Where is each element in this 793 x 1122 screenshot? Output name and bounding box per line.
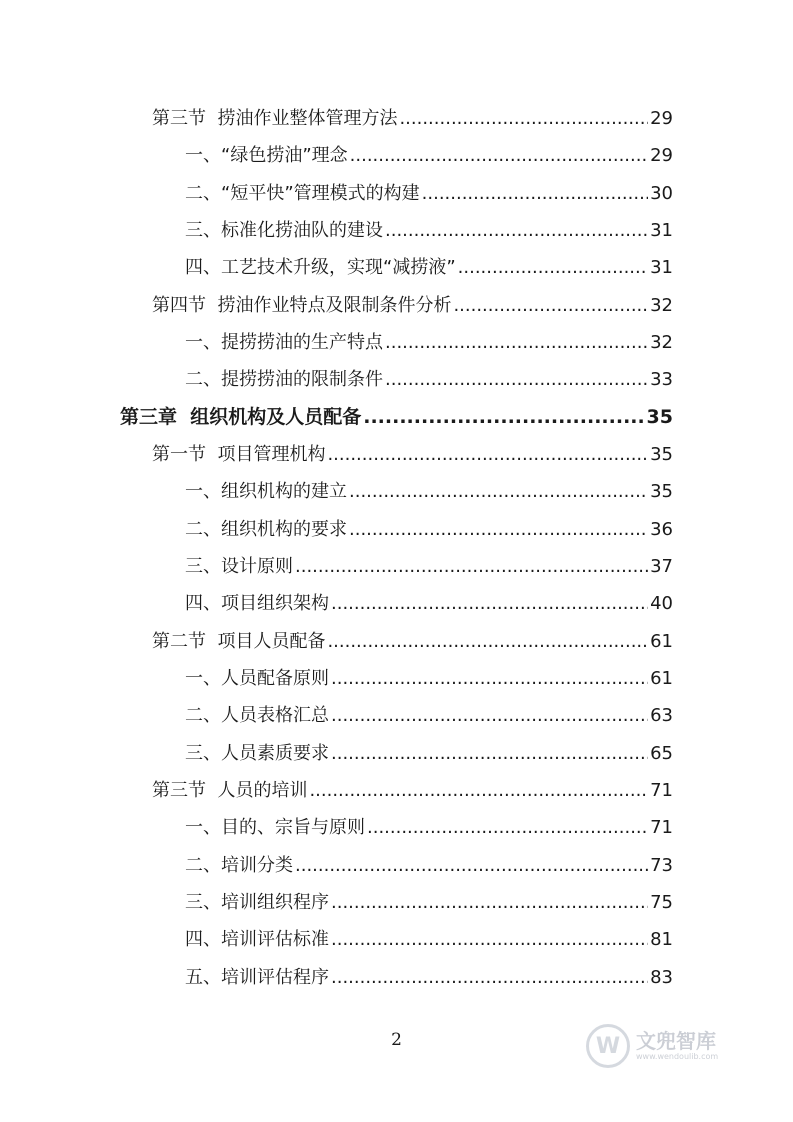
toc-entry-page: 35 (650, 481, 673, 502)
toc-leader-dots (422, 175, 648, 212)
toc-entry[interactable] (152, 436, 673, 473)
toc-leader-dots (385, 212, 648, 249)
toc-entry-title: 第三节 人员的培训 (152, 780, 308, 801)
toc-entry[interactable] (152, 287, 673, 324)
toc-entry-page: 40 (650, 593, 673, 614)
toc-entry-page: 33 (650, 369, 673, 390)
toc-leader-dots (327, 436, 648, 473)
toc-entry-page: 75 (650, 892, 673, 913)
toc-entry[interactable] (185, 175, 673, 212)
page-number: 2 (391, 1030, 402, 1050)
toc-entry-title: 四、培训评估标准 (185, 929, 329, 950)
toc-entry-title: 三、培训组织程序 (185, 892, 329, 913)
toc-leader-dots (309, 772, 648, 809)
toc-leader-dots (331, 697, 648, 734)
toc-entry[interactable] (185, 361, 673, 398)
toc-entry[interactable] (152, 623, 673, 660)
toc-entry-page: 83 (650, 967, 673, 988)
toc-entry-page: 30 (650, 183, 673, 204)
toc-entry[interactable] (185, 660, 673, 697)
toc-entry[interactable] (185, 847, 673, 884)
toc-entry-title: 三、人员素质要求 (185, 743, 329, 764)
toc-entry[interactable] (185, 137, 673, 174)
toc-entry-title: 第三节 捞油作业整体管理方法 (152, 108, 398, 129)
toc-entry-title: 第二节 项目人员配备 (152, 631, 326, 652)
toc-entry[interactable] (185, 249, 673, 286)
toc-entry[interactable] (185, 809, 673, 846)
toc-entry-page: 37 (650, 556, 673, 577)
toc-entry-page: 81 (650, 929, 673, 950)
toc-entry-page: 32 (650, 332, 673, 353)
toc-entry-title: 二、培训分类 (185, 855, 293, 876)
toc-entry-title: 五、培训评估程序 (185, 967, 329, 988)
toc-entry[interactable] (185, 511, 673, 548)
toc-entry-page: 63 (650, 705, 673, 726)
toc-entry-title: 一、提捞捞油的生产特点 (185, 332, 383, 353)
toc-entry[interactable] (185, 959, 673, 996)
toc-entry-title: 一、人员配备原则 (185, 668, 329, 689)
toc-entry-page: 36 (650, 519, 673, 540)
watermark-logo-icon: W (586, 1024, 630, 1068)
toc-entry-title: 三、设计原则 (185, 556, 293, 577)
toc-entry[interactable] (152, 100, 673, 137)
toc-entry[interactable] (185, 735, 673, 772)
toc-entry-page: 61 (650, 668, 673, 689)
toc-leader-dots (363, 399, 644, 436)
toc-leader-dots (350, 137, 648, 174)
toc-entry-page: 35 (646, 406, 673, 428)
toc-entry[interactable] (185, 473, 673, 510)
toc-entry-title: 第四节 捞油作业特点及限制条件分析 (152, 295, 452, 316)
toc-leader-dots (295, 847, 648, 884)
toc-leader-dots (331, 735, 648, 772)
toc-entry-page: 73 (650, 855, 673, 876)
toc-leader-dots (385, 361, 648, 398)
toc-entry[interactable] (185, 548, 673, 585)
toc-entry-title: 二、“短平快”管理模式的构建 (185, 183, 420, 204)
toc-leader-dots (385, 324, 648, 361)
toc-entry-page: 31 (650, 220, 673, 241)
toc-leader-dots (331, 884, 648, 921)
toc-entry-page: 29 (650, 108, 673, 129)
toc-entry-title: 一、目的、宗旨与原则 (185, 817, 365, 838)
watermark (586, 1020, 756, 1072)
toc-entry-page: 35 (650, 444, 673, 465)
toc-leader-dots (367, 809, 648, 846)
toc-entry[interactable] (185, 884, 673, 921)
toc-entry-page: 71 (650, 817, 673, 838)
watermark-name: 文兜智库 (636, 1029, 716, 1053)
toc-leader-dots (399, 100, 648, 137)
toc-leader-dots (331, 921, 648, 958)
toc-entry-page: 32 (650, 295, 673, 316)
toc-entry-title: 一、组织机构的建立 (185, 481, 347, 502)
toc-leader-dots (349, 511, 648, 548)
toc-leader-dots (331, 585, 648, 622)
toc-entry-title: 四、项目组织架构 (185, 593, 329, 614)
toc-entry-title: 二、人员表格汇总 (185, 705, 329, 726)
toc-entry-page: 31 (650, 257, 673, 278)
toc-leader-dots (331, 959, 648, 996)
toc-entry-title: 四、工艺技术升级，实现“减捞液” (185, 257, 456, 278)
toc-entry-page: 29 (650, 145, 673, 166)
toc-entry-title: 一、“绿色捞油”理念 (185, 145, 348, 166)
toc-entry-page: 65 (650, 743, 673, 764)
toc-leader-dots (327, 623, 648, 660)
toc-entry-title: 三、标准化捞油队的建设 (185, 220, 383, 241)
toc-entry-page: 61 (650, 631, 673, 652)
toc-entry-title: 第三章 组织机构及人员配备 (120, 406, 362, 428)
toc-entry[interactable] (185, 324, 673, 361)
toc-entry[interactable] (120, 399, 673, 436)
toc-leader-dots (349, 473, 648, 510)
toc-entry[interactable] (152, 772, 673, 809)
toc-entry[interactable] (185, 585, 673, 622)
toc-leader-dots (331, 660, 648, 697)
toc-entry[interactable] (185, 212, 673, 249)
toc-entry-title: 二、提捞捞油的限制条件 (185, 369, 383, 390)
toc-entry-page: 71 (650, 780, 673, 801)
toc-entry-title: 二、组织机构的要求 (185, 519, 347, 540)
toc-entry-title: 第一节 项目管理机构 (152, 444, 326, 465)
toc-leader-dots (458, 249, 648, 286)
toc-entry[interactable] (185, 697, 673, 734)
toc-leader-dots (453, 287, 648, 324)
toc-entry[interactable] (185, 921, 673, 958)
toc-leader-dots (295, 548, 648, 585)
watermark-url: www.wendoulib.com (636, 1052, 719, 1061)
